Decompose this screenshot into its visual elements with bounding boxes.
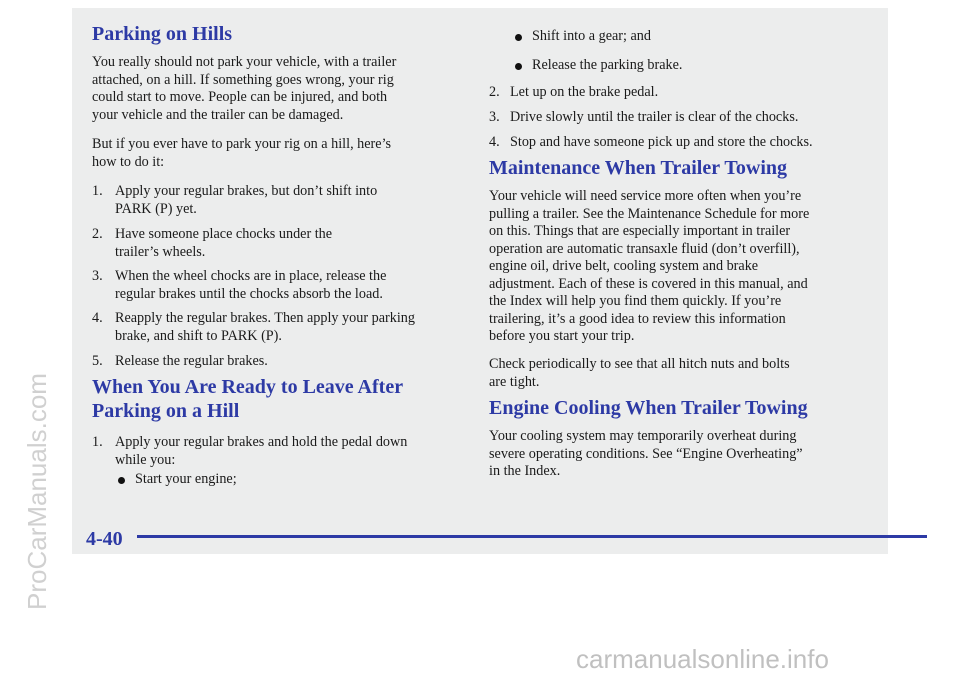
footer-divider — [137, 535, 927, 538]
step-text: Let up on the brake pedal. — [510, 84, 659, 100]
bullet-text: Release the parking brake. — [532, 57, 683, 73]
step-number: 4. — [92, 310, 103, 326]
text-line: attached, on a hill. If something goes wrong, your rig — [92, 71, 394, 88]
text-line: Reapply the regular brakes. Then apply your parking — [115, 310, 415, 326]
bottom-watermark: carmanualsonline.info — [576, 644, 829, 674]
heading-line: When You Are Ready to Leave After — [92, 376, 404, 398]
text-line: Your vehicle will need service more often when you’re — [489, 188, 802, 204]
text-line: could start to move. People can be injured, and both — [92, 89, 388, 105]
step-text — [115, 310, 415, 345]
text-line: Release the regular brakes. — [115, 353, 268, 369]
text-line: regular brakes until the chocks absorb the load. — [115, 285, 383, 302]
step-text: Stop and have someone pick up and store the chocks. — [510, 134, 813, 150]
bullet-text: Shift into a gear; and — [532, 28, 651, 44]
text-line: Apply your regular brakes, but don’t shift into — [115, 183, 378, 199]
text-line: on this. Things that are especially important in trailer — [489, 223, 791, 239]
step-number: 3. — [92, 268, 103, 284]
text-line: trailer’s wheels. — [115, 243, 206, 260]
step-number: 3. — [489, 109, 500, 125]
step-text — [115, 353, 268, 371]
heading-parking-on-hills: Parking on Hills — [92, 23, 233, 45]
text-line: Apply your regular brakes and hold the pedal down — [115, 434, 408, 450]
bullet-text: Start your engine; — [135, 471, 237, 487]
manual-page — [72, 8, 888, 554]
step-number: 2. — [92, 226, 103, 242]
step-number: 5. — [92, 353, 103, 369]
heading-maintenance: Maintenance When Trailer Towing — [489, 157, 787, 179]
watermark-text: ProCarManuals.com — [22, 373, 52, 610]
text-line: Check periodically to see that all hitch nuts and bolts — [489, 356, 790, 372]
text-line: in the Index. — [489, 463, 561, 479]
text-line: how to do it: — [92, 153, 165, 170]
step-number: 4. — [489, 134, 500, 150]
text-line: When the wheel chocks are in place, release the — [115, 268, 387, 284]
text-line: operation are automatic transaxle fluid (don’t overfill), — [489, 240, 800, 257]
text-line: You really should not park your vehicle, with a trailer — [92, 54, 397, 70]
text-line: pulling a trailer. See the Maintenance Schedule for more — [489, 205, 810, 222]
paragraph-maintenance — [489, 188, 809, 346]
step-text — [115, 434, 407, 469]
side-watermark — [0, 0, 52, 675]
step-number: 1. — [92, 434, 103, 450]
text-line: severe operating conditions. See “Engine Overheating” — [489, 445, 803, 462]
text-line: before you start your trip. — [489, 328, 635, 344]
text-line: PARK (P) yet. — [115, 200, 197, 217]
step-number: 2. — [489, 84, 500, 100]
paragraph-hitch-check — [489, 356, 790, 391]
paragraph-warning — [92, 54, 396, 124]
heading-engine-cooling: Engine Cooling When Trailer Towing — [489, 397, 808, 419]
text-line: the Index will help you find them quickly. If you’re — [489, 293, 782, 309]
text-line: your vehicle and the trailer can be damaged. — [92, 106, 344, 123]
text-line: Have someone place chocks under the — [115, 226, 333, 242]
step-text: Drive slowly until the trailer is clear of the chocks. — [510, 109, 799, 125]
paragraph-intro — [92, 136, 391, 171]
bullet-dot-icon — [515, 34, 522, 41]
heading-ready-to-leave — [92, 375, 403, 423]
bullet-dot-icon — [515, 63, 522, 70]
step-number: 1. — [92, 183, 103, 199]
page-number: 4-40 — [86, 528, 123, 550]
text-line: trailering, it’s a good idea to review this information — [489, 310, 786, 327]
text-line: Your cooling system may temporarily overheat during — [489, 428, 797, 444]
text-line: are tight. — [489, 373, 540, 390]
paragraph-engine-cooling — [489, 428, 803, 481]
text-line: brake, and shift to PARK (P). — [115, 327, 282, 344]
step-text — [115, 183, 377, 218]
text-line: while you: — [115, 451, 176, 468]
step-text — [115, 268, 386, 303]
text-line: But if you ever have to park your rig on a hill, here’s — [92, 136, 392, 152]
heading-line: Parking on a Hill — [92, 400, 240, 422]
text-line: engine oil, drive belt, cooling system and brake — [489, 258, 759, 274]
text-line: adjustment. Each of these is covered in this manual, and — [489, 275, 808, 292]
step-text — [115, 226, 332, 261]
bullet-dot-icon — [118, 477, 125, 484]
